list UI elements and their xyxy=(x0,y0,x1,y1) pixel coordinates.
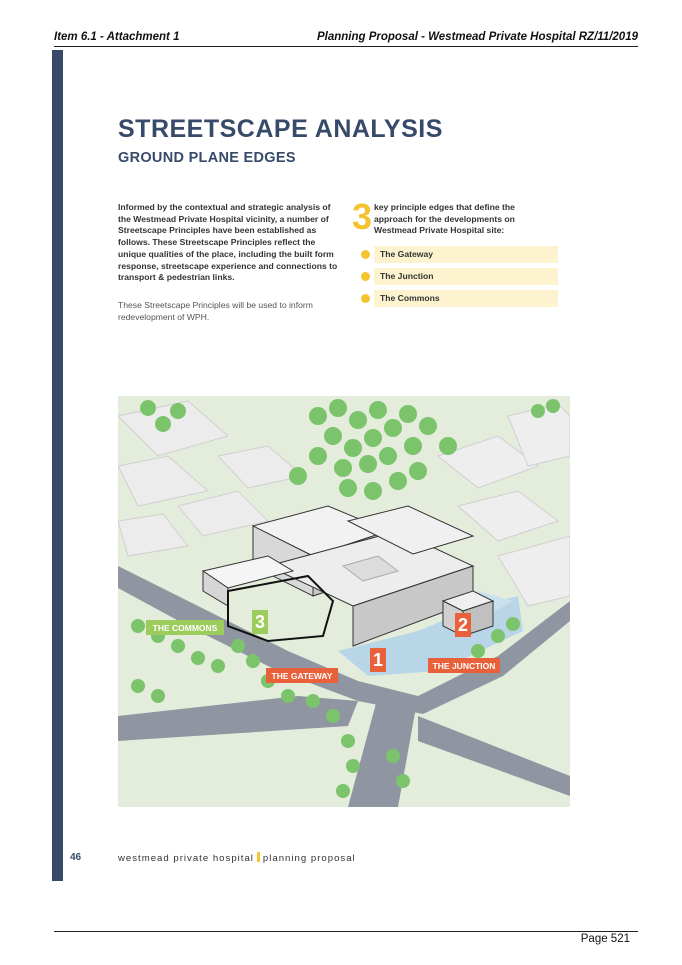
footer-brand-line xyxy=(118,852,356,864)
document-page-number: 46 xyxy=(70,852,82,863)
marker-1-label: 1 xyxy=(372,650,384,670)
header-attachment-label: Item 6.1 - Attachment 1 xyxy=(54,31,180,43)
page-number: Page 521 xyxy=(580,933,630,945)
header-divider xyxy=(54,46,638,47)
principle-item-gateway: The Gateway xyxy=(374,246,558,263)
principles-intro: key principle edges that define the approach for the developments on Westmead Private Hospital site: xyxy=(374,202,515,236)
tag-the-junction-label: THE JUNCTION xyxy=(432,661,496,671)
tag-the-commons-label: THE COMMONS xyxy=(152,623,218,633)
marker-2-label: 2 xyxy=(457,615,469,635)
footer-brand: westmead private hospital xyxy=(118,853,254,864)
bullet-dot-icon xyxy=(361,294,370,303)
bullet-dot-icon xyxy=(361,250,370,259)
principle-count: 3 xyxy=(352,196,373,237)
page-title: STREETSCAPE ANALYSIS xyxy=(118,115,443,143)
intro-paragraph: Informed by the contextual and strategic analysis of the Westmead Private Hospital vicinity, a number of Streetscape Principles have been established as follows. These Streetscape Principles reflect the unique qualities of the place, including the built form response, streetscape experience and connections to transport & pedestrian links. xyxy=(118,202,338,283)
bullet-dot-icon xyxy=(361,272,370,281)
page-subtitle: GROUND PLANE EDGES xyxy=(118,150,296,166)
footer-separator xyxy=(257,852,260,862)
footer-doc-type: planning proposal xyxy=(262,853,356,864)
footer-divider xyxy=(54,931,638,932)
header-document-title: Planning Proposal - Westmead Private Hospital RZ/11/2019 xyxy=(316,31,638,43)
principle-item-junction: The Junction xyxy=(374,268,558,285)
streetscape-axonometric-illustration xyxy=(118,396,570,807)
principle-item-commons: The Commons xyxy=(374,290,558,307)
marker-3-label: 3 xyxy=(254,612,266,632)
side-accent-bar xyxy=(52,50,63,881)
secondary-paragraph: These Streetscape Principles will be used to inform redevelopment of WPH. xyxy=(118,300,313,322)
tag-the-gateway-label: THE GATEWAY xyxy=(271,671,333,681)
